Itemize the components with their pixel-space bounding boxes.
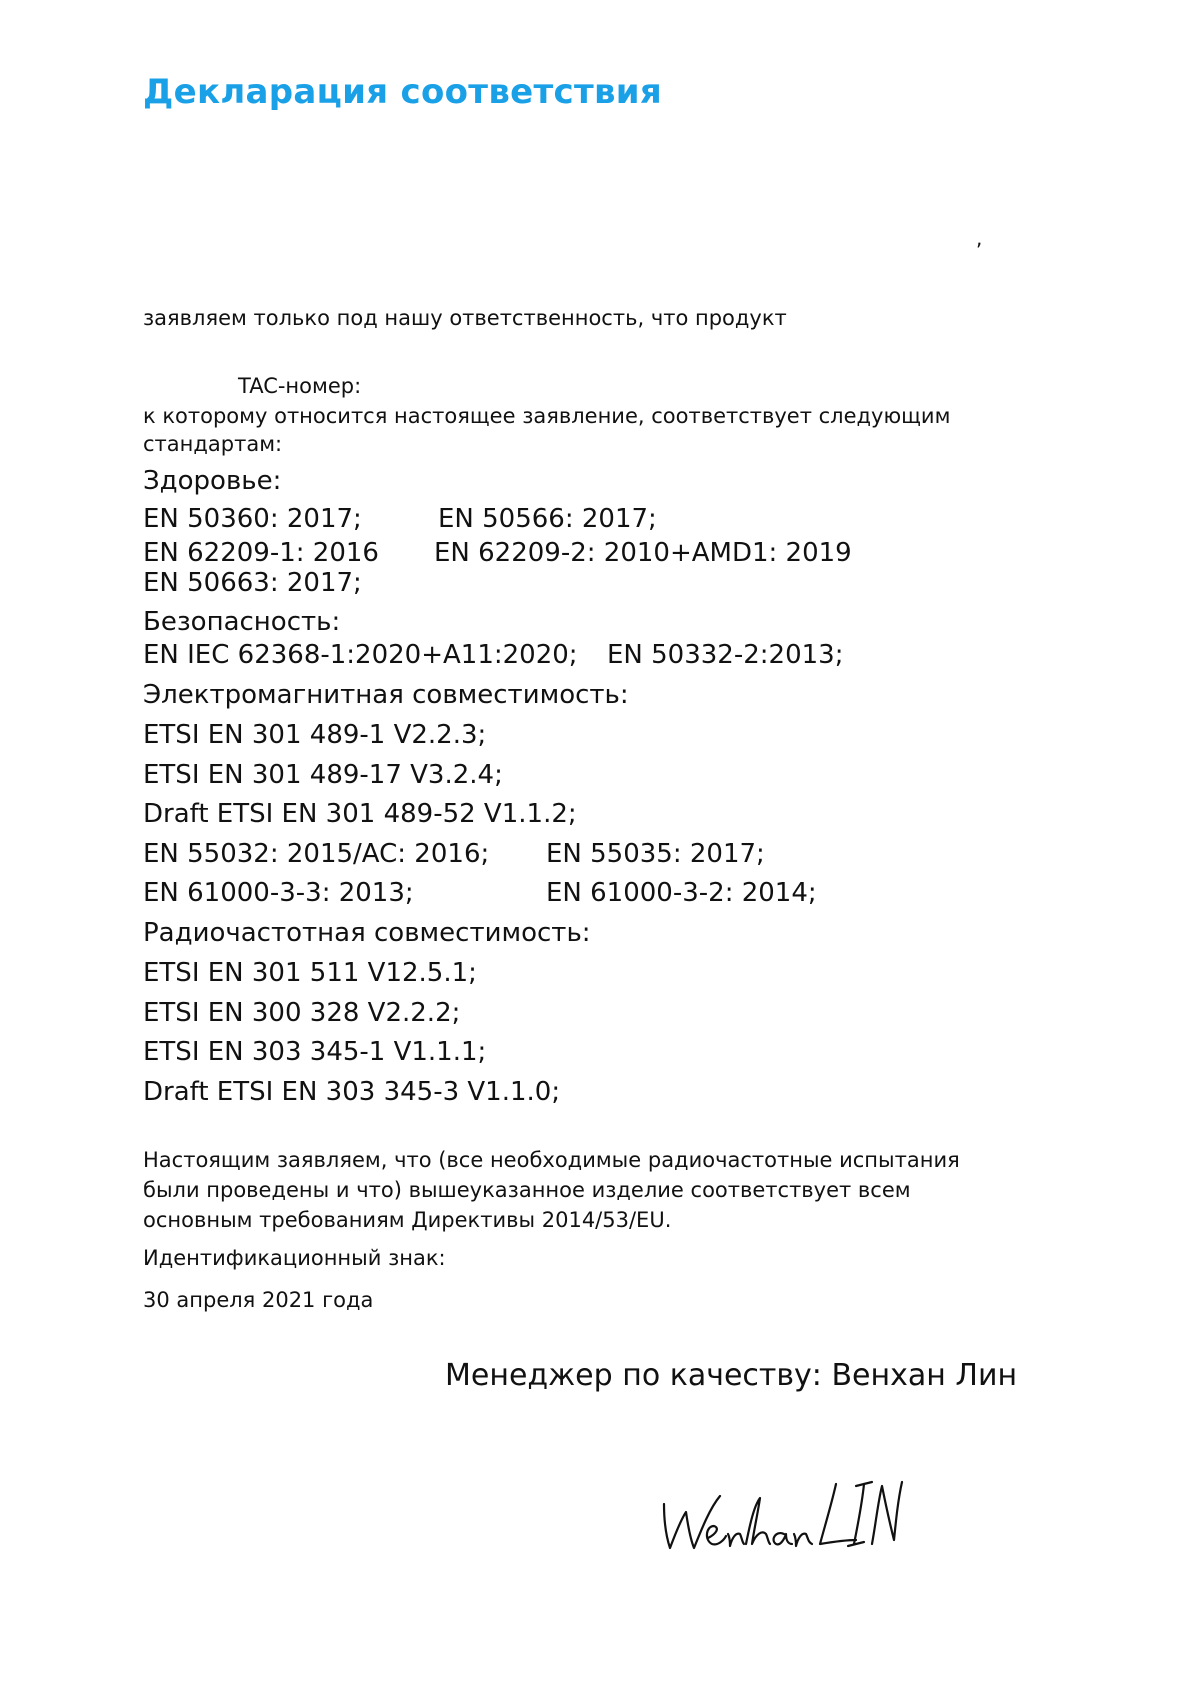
relates-line-2: стандартам: — [143, 432, 283, 456]
emc-heading: Электромагнитная совместимость: — [143, 680, 629, 710]
safety-heading: Безопасность: — [143, 607, 341, 637]
health-std-3: EN 62209-1: 2016 — [143, 538, 379, 568]
signature — [650, 1462, 910, 1562]
health-std-4: EN 62209-2: 2010+AMD1: 2019 — [434, 538, 852, 568]
safety-std-1: EN IEC 62368-1:2020+A11:2020; — [143, 640, 578, 670]
id-mark: Идентификационный знак: — [143, 1246, 446, 1270]
date: 30 апреля 2021 года — [143, 1288, 374, 1312]
tac-label: TAC-номер: — [238, 374, 362, 398]
rf-std-2: ETSI EN 300 328 V2.2.2; — [143, 998, 461, 1028]
emc-std-7: EN 61000-3-2: 2014; — [546, 878, 817, 908]
manager-line: Менеджер по качеству: Венхан Лин — [445, 1358, 1018, 1393]
declare-line: заявляем только под нашу ответственность, что продукт — [143, 306, 787, 330]
stray-comma: , — [976, 226, 983, 250]
emc-std-3: Draft ETSI EN 301 489-52 V1.1.2; — [143, 799, 577, 829]
emc-std-1: ETSI EN 301 489-1 V2.2.3; — [143, 720, 487, 750]
rf-heading: Радиочастотная совместимость: — [143, 918, 591, 948]
health-heading: Здоровье: — [143, 466, 282, 496]
safety-std-2: EN 50332-2:2013; — [607, 640, 844, 670]
rf-std-1: ETSI EN 301 511 V12.5.1; — [143, 958, 477, 988]
relates-line-1: к которому относится настоящее заявление, соответствует следующим — [143, 404, 951, 428]
closing-line-2: были проведены и что) вышеуказанное изделие соответствует всем — [143, 1178, 911, 1202]
closing-line-3: основным требованиям Директивы 2014/53/EU. — [143, 1208, 672, 1232]
document-title: Декларация соответствия — [143, 72, 663, 112]
emc-std-2: ETSI EN 301 489-17 V3.2.4; — [143, 760, 503, 790]
emc-std-6: EN 61000-3-3: 2013; — [143, 878, 414, 908]
health-std-5: EN 50663: 2017; — [143, 568, 362, 598]
emc-std-4: EN 55032: 2015/AC: 2016; — [143, 839, 490, 869]
rf-std-4: Draft ETSI EN 303 345-3 V1.1.0; — [143, 1077, 561, 1107]
rf-std-3: ETSI EN 303 345-1 V1.1.1; — [143, 1037, 487, 1067]
health-std-2: EN 50566: 2017; — [438, 504, 657, 534]
emc-std-5: EN 55035: 2017; — [546, 839, 765, 869]
closing-line-1: Настоящим заявляем, что (все необходимые радиочастотные испытания — [143, 1148, 960, 1172]
health-std-1: EN 50360: 2017; — [143, 504, 362, 534]
